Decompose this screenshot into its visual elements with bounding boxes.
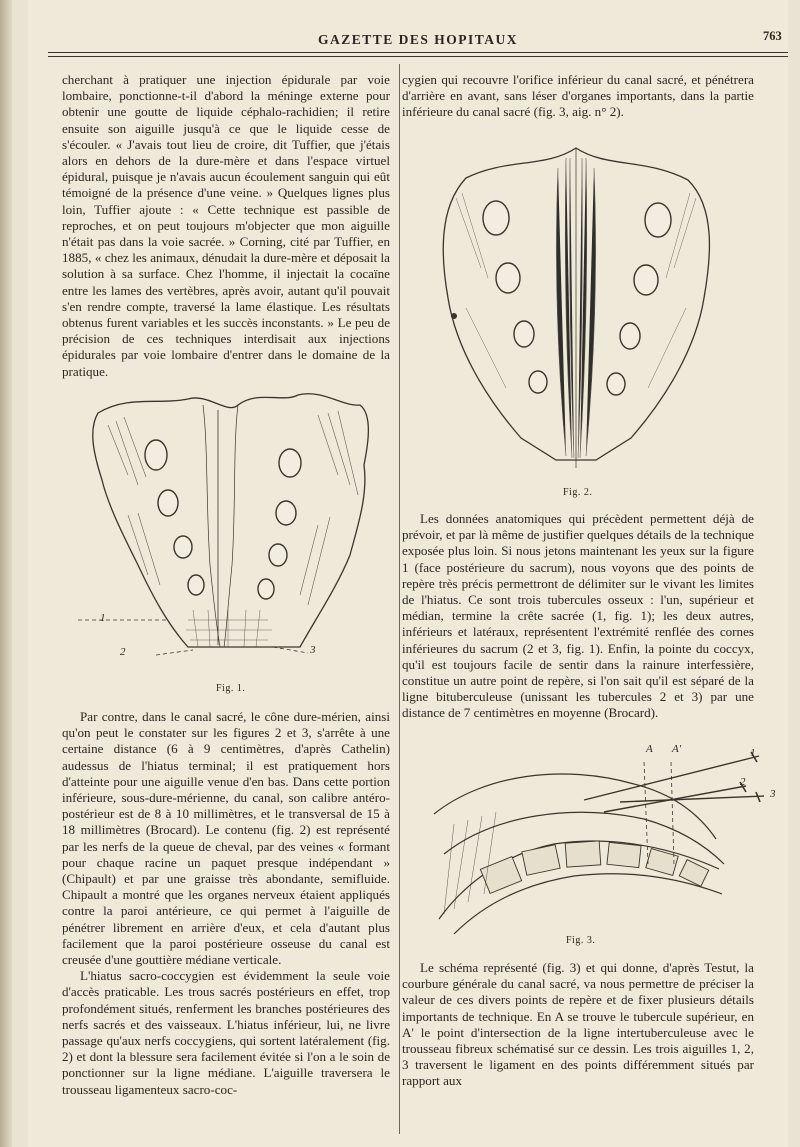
paragraph: Les données anatomiques qui précèdent permettent déjà de prévoir, et par là même de justifier quelques détails de la technique exposée plus loin. Si nous jetons maintenant les yeux sur la figure 1 (face postérieure du sacrum), nous voyons que des points de repère très précis permettront de délimiter sur le vivant les limites de l'hiatus. Ce sont trois tubercules osseux : l'un, supérieur et médian, termine la crête sacrée (1, fig. 1); les deux autres, inférieurs et latéraux, représentent l'extrémité renflée des cornes inférieures du sacrum (2 et 3, fig. 1). Enfin, la pointe du coccyx, qu'il est toujours facile de sentir dans la rainure interfessière, constitue un autre point de repère, si l'on sait qu'il est séparé de la ligne bituberculeuse (unissant les tubercules 2 et 3) par une distance de 7 centimètres en moyenne (Brocard). — [402, 511, 754, 721]
page-binding-edge — [0, 0, 12, 1147]
paragraph: Le schéma représenté (fig. 3) et qui donne, d'après Testut, la courbure générale du canal sacré, va nous permettre de préciser la valeur de ces divers points de repère et de fixer plusieurs détails importants de technique. En A se trouve le tubercule supérieur, en A' le point d'intersection de la ligne intertuberculeuse avec le trousseau fibreux schématisé sur ce dessin. Les trois aiguilles 1, 2, 3 traversent le ligament en des points différemment situés par rapport aux — [402, 960, 754, 1089]
fig3-label-2: 2 — [740, 776, 746, 788]
paragraph: cherchant à pratiquer une injection épidurale par voie lombaire, ponctionne-t-il d'abord la méninge externe pour obtenir une goutte de liquide céphalo-rachidien; il retire ensuite son aiguille jusqu'à ce que le liquide cesse de s'écouler. « J'avais tout lieu de croire, dit Tuffier, que j'étais alors en dehors de la dure-mère et dans l'espace virtuel épidural, puisque je n'avais aucun écoulement sanguin qui eût témoigné de la présence d'une veine. » Quelques lignes plus loin, Tuffier ajoute : « Cette technique est passible de reproches, et on peut toujours m'objecter que mon aiguille n'était pas dans la voie sacrée. » Corning, cité par Tuffier, en 1885, « chez les animaux, dénudait la dure-mère et déposait la solution à sa surface. Chez l'homme, il injectait la cocaïne entre les lames des vertèbres, après avoir, autant qu'il pouvait s'en rendre compte, traversé la lame élastique. Les résultats obtenus furent variables et les succès inconstants. » Le peu de précision de ces techniques interdisait aux injections épidurales par voie lombaire d'entrer dans le domaine de la pratique. — [62, 72, 390, 379]
left-column-body — [62, 709, 390, 1134]
figure-2-sacral-canal-illustration — [426, 138, 726, 478]
fig3-label-1: 1 — [750, 747, 756, 759]
figure-3-sacral-curve-diagram — [424, 744, 774, 934]
journal-title: GAZETTE DES HOPITAUX — [318, 32, 519, 47]
page — [28, 0, 788, 1147]
figure-2-caption: Fig. 2. — [563, 487, 593, 498]
figure-1-sacrum-illustration — [68, 385, 388, 675]
paragraph: L'hiatus sacro-coccygien est évidemment la seule voie d'accès praticable. Les trous sacrés postérieurs en effet, trop profondément situés, renferment les branches postérieures des nerfs sacrés et des vaisseaux. L'hiatus inférieur, lui, ne livre passage qu'aux nerfs coccygiens, qui sortent latéralement (fig. 2) et dont la blessure sera facilement évitée si l'on a le soin de ponctionner sur la ligne médiane. L'aiguille traversera le trousseau ligamenteux sacro-coc- — [62, 968, 390, 1097]
fig3-label-A: A — [646, 743, 653, 755]
paragraph: Par contre, dans le canal sacré, le cône dure-mérien, ainsi qu'on peut le constater sur les figures 2 et 3, s'arrête à une certaine distance (6 à 9 centimètres, d'après Cathelin) audessus de l'hiatus terminal; il est pratiquement hors d'atteinte pour une aiguille venue d'en bas. Dans cette portion inférieure, sous-dure-mérienne, du canal, son calibre antéro-postérieur est de 8 à 10 millimètres, et le transversal de 15 à 18 millimètres (Brocard). Le contenu (fig. 2) est représenté par les nerfs de la queue de cheval, par des veines « formant pour chaque racine un paquet presque indépendant » (Chipault) et par une graisse très abondante, semifluide. Chipault a montré que les organes nerveux étaient appliqués contre la paroi antérieure, ce qui permet à l'aiguille de pénétrer librement en arrière d'eux, et cela d'autant plus facilement que la paroi postérieure osseuse du canal est creusée d'une gouttière médiane verticale. — [62, 709, 390, 968]
column-divider — [399, 64, 400, 1134]
right-column-middle — [402, 511, 754, 739]
fig1-label-1: 1 — [100, 612, 106, 624]
fig3-label-3: 3 — [770, 788, 776, 800]
figure-1-caption: Fig. 1. — [216, 683, 246, 694]
header-rule — [48, 52, 788, 53]
right-column-body — [402, 960, 754, 1136]
paragraph: cygien qui recouvre l'orifice inférieur du canal sacré, et pénétrera d'arrière en avant, sans léser d'organes importants, dans la partie inférieure du canal sacré (fig. 3, aig. n° 2). — [402, 72, 754, 120]
fig3-label-A-prime: A' — [672, 743, 682, 755]
fig1-label-3: 3 — [310, 644, 316, 656]
header-rule-double — [48, 56, 788, 57]
left-column-intro — [62, 72, 390, 384]
fig1-label-2: 2 — [120, 646, 126, 658]
right-column-intro — [402, 72, 754, 138]
figure-3-caption: Fig. 3. — [566, 935, 596, 946]
page-number: 763 — [763, 29, 782, 43]
